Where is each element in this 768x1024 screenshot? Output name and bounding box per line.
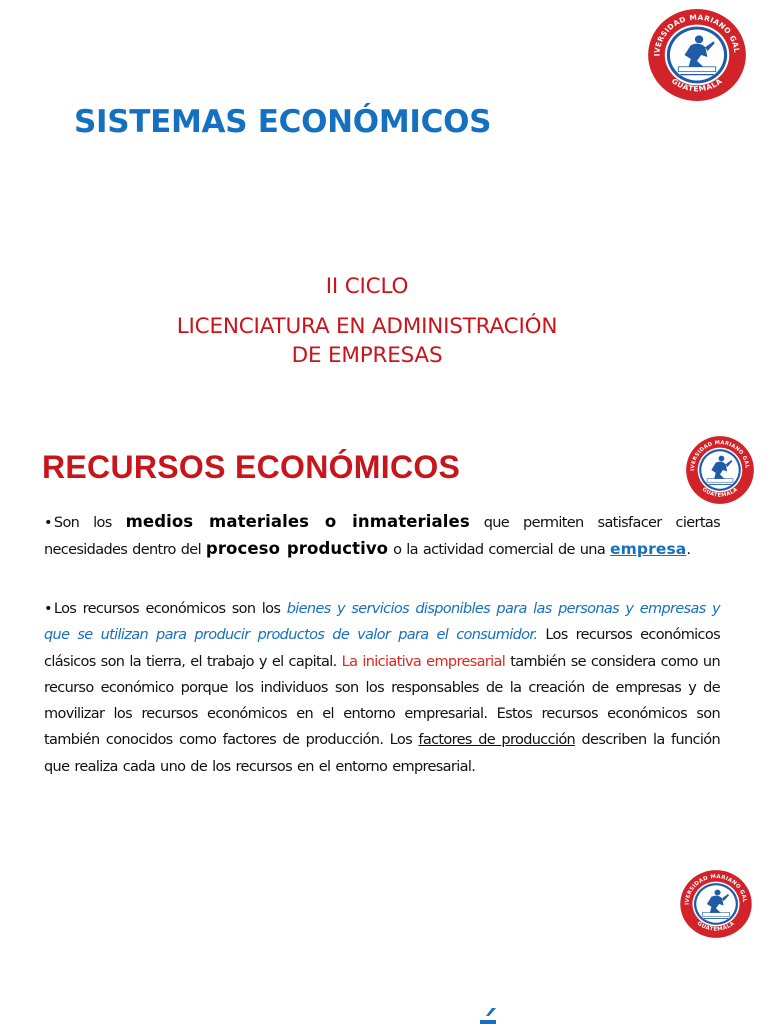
bullet: • (44, 515, 52, 531)
paragraph-resources: • Los recursos económicos son los bienes y servicios disponibles para las personas y empresas y que se utilizan para producir productos de valor para el consumidor. Los recursos económicos clásicos son la tierra, el trabajo y el capital. La iniciativa empresarial también se considera como un recurso económico porque los individuos son los responsables de la creación de empresas y de movilizar los recursos económicos en el entorno empresarial. Estos recursos económicos son también conocidos como factores de producción. Los factores de producción describen la función que realiza cada uno de los recursos en el entorno empresarial. (44, 601, 721, 775)
university-seal-icon (684, 434, 756, 506)
cycle-label: II CICLO (325, 274, 409, 299)
slide-title: SISTEMAS ECONÓMICOS (74, 104, 492, 140)
program-name-line2: DE EMPRESAS (291, 343, 443, 368)
italic-definition: bienes y servicios disponibles para las personas y empresas y que se utilizan para producir productos de valor para el consumidor. (44, 601, 720, 644)
bullet: • (44, 601, 52, 617)
paragraph-definition: • Son los medios materiales o inmateriales que permiten satisfacer ciertas necesidades dentro del proceso productivo o la actividad comercial de una empresa. (44, 512, 720, 559)
bold-term: proceso productivo (205, 539, 389, 559)
accent-mark-fragment (478, 1007, 498, 1024)
program-name-line1: LICENCIATURA EN ADMINISTRACIÓN (176, 314, 558, 339)
university-seal-icon (678, 868, 754, 940)
empresa-link[interactable]: empresa (610, 540, 687, 559)
section-heading: RECURSOS ECONÓMICOS (42, 449, 461, 485)
underlined-term: factores de producción (418, 732, 576, 749)
university-seal-icon (645, 6, 749, 104)
bold-term: medios materiales o inmateriales (125, 512, 470, 531)
highlighted-term: La iniciativa empresarial (341, 653, 506, 670)
